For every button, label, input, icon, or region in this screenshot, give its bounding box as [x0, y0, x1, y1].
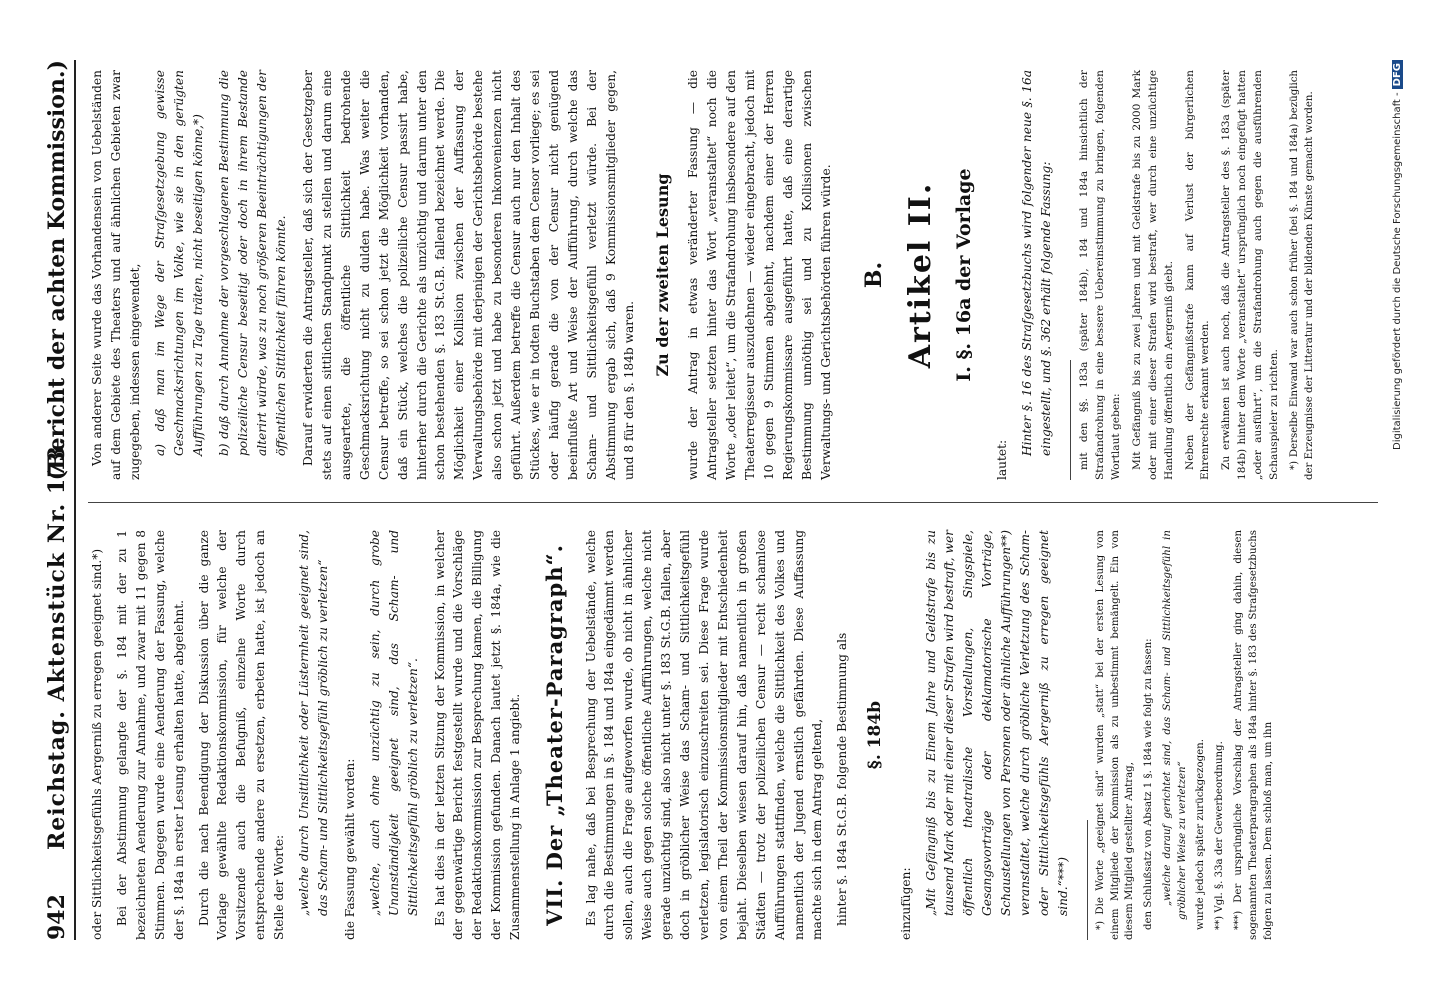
running-header — [40, 60, 76, 940]
footnote-continuation: Mit Gefängniß bis zu zwei Jahren und mit Geldstrafe bis zu 2000 Mark oder mit einer dieser Strafen wird bestraft, wer durch eine unzüchtige Handlung öffentlich ein Aergerniß giebt. — [1130, 70, 1175, 480]
paragraph: wurde der Antrag in etwas veränderter Fassung — die Antragsteller setzten hinter das Wort „veranstaltet“ noch die Worte „oder leitet“, um die Strafandrohung insbesondere auf den Theaterregisseur auszudehnen — wieder eingebracht, jedoch mit 10 gegen 9 Stimmen abgelehnt, nachdem einer der Herren Regierungskommissare ausgeführt hatte, daß eine derartige Bestimmung unnöthig sei und zu Kollisionen zwischen Verwaltungs- und Gerichtsbehörden führen würde. — [686, 70, 833, 480]
header-left-title: Reichstag. Aktenstück Nr. 173. — [44, 436, 70, 850]
article-heading: Artikel II. — [902, 181, 938, 369]
dfg-logo: DFG — [1392, 60, 1403, 89]
column-divider — [88, 502, 1378, 503]
footnote: ***) Der ursprüngliche Vorschlag der Antragsteller ging dahin, diesen sogenannten Theaterparagraphen als 184a hinter §. 183 des Strafgesetzbuchs folgen zu lassen. Dem schloß man, um ihn — [1233, 530, 1274, 940]
paragraph: Es hat dies in der letzten Sitzung der Kommission, in welcher der gegenwärtige Bericht festgestellt wurde und die Vorschläge der Redaktionskommission zur Besprechung kamen, die Billigung der Kommission gefunden. Danach lautet jetzt §. 184a, wie die Zusammenstellung in Anlage 1 angiebt. — [432, 530, 523, 940]
paragraph-heading: §. 184b — [865, 700, 886, 770]
footnote: *) Die Worte „geeignet sind“ wurden „statt“ bei der ersten Lesung von einem Mitgliede der Kommission als zu unbestimmt bemängelt. Ein von diesem Mitglied gestellter Antrag, — [1094, 530, 1136, 940]
list-item: b) daß durch Annahme der vorgeschlagenen Bestimmung die polizeiliche Censur beseitigt oder doch in ihrem Bestande alterirt würde, was zu noch größeren Beeinträchtigungen der öffentlichen Sittlichkeit führen könnte. — [217, 70, 289, 456]
list-item: a) daß man im Wege der Strafgesetzgebung gewisse Geschmacksrichtungen im Volke, wie sie in den gerügten Aufführungen zu Tage träten, nicht beseitigen könne,*) — [152, 70, 205, 456]
digitization-credit — [1392, 60, 1412, 940]
footnote-rule — [1070, 360, 1071, 480]
paragraph: hinter §. 184a St.G.B. folgende Bestimmung als — [835, 632, 850, 926]
footnote: *) Derselbe Einwand war auch schon früher (bei §. 184 und 184a) bezüglich der Erzeugnisse der Litteratur und der bildenden Künste gemacht worden. — [1288, 70, 1315, 480]
footnote: den Schlußsatz von Absatz 1 §. 184a wie folgt zu fassen: — [1143, 638, 1155, 930]
paragraph: Darauf erwiderten die Antragsteller, daß sich der Gesetzgeber stets auf einen sittlichen Standpunkt zu stellen und darum eine ausgeartete, die öffentliche Sittlichkeit bedrohende Geschmacksrichtung nicht zu dulden habe. Was weiter die Censur betreffe, so sei schon jetzt die Möglichkeit vorhanden, daß ein Stück, welches die polizeiliche Censur passirt habe, hinterher durch die Gerichte als unzüchtig und darum unter den schon bestehenden §. 183 St.G.B. fallend bezeichnet werde. Die Möglichkeit einer Kollision zwischen der Auffassung der Verwaltungsbehörde mit derjenigen der Gerichtsbehörde bestehe also schon jetzt und habe zu besonderen Inkonvenienzen nicht geführt. Außerdem betreffe die Censur auch nur den Inhalt des Stückes, wie er in todten Buchstaben dem Censor vorliege; es sei oder häufig gerade die von der Censur nicht genügend beeinflußte Art und Weise der Aufführung, durch welche das Scham- und Sittlichkeitsgefühl verletzt würde. Bei der Abstimmung ergab sich, daß 9 Kommissionsmitglieder gegen, und 8 für den §. 184b waren. — [301, 70, 637, 480]
quotation: „welche durch Unsittlichkeit oder Lüsternheit geeignet sind, das Scham- und Sittlichkeitsgefühl gröblich zu verletzen“ — [297, 530, 330, 916]
paragraph: Durch die nach Beendigung der Diskussion über die ganze Vorlage gewählte Redaktionskommission, für welche der Vorsitzende auch die Befugniß, einzelne Worte durch entsprechende andere zu ersetzen, erbeten hatte, ist jedoch an Stelle der Worte: — [196, 530, 287, 940]
paragraph: Es lag nahe, daß bei Besprechung der Uebelstände, welche durch die Bestimmungen in §. 184 und 184a eingedämmt werden sollen, auch die Frage aufgeworfen wurde, ob nicht in ähnlicher Weise auch gegen solche öffentliche Aufführungen, welche nicht gerade unzüchtig sind, also nicht unter §. 183 St.G.B. fallen, aber doch in gröblicher Weise das Scham- und Sittlichkeitsgefühl verletzen, legislatorisch einzuschreiten sei. Diese Frage wurde von einem Theil der Kommissionsmitglieder mit Entschiedenheit bejaht. Dieselben wiesen darauf hin, daß namentlich in großen Städten — trotz der polizeilichen Censur — recht schamlose Aufführungen stattfinden, welche die Sittlichkeit des Volkes und namentlich der Jugend ernstlich gefährden. Diese Auffassung machte sich in dem Antrag geltend, — [583, 530, 825, 940]
quotation: „welche, auch ohne unzüchtig zu sein, durch grobe Unanständigkeit geeignet sind, das Scham- und Sittlichkeitsgefühl gröblich zu verletzen“. — [367, 530, 420, 916]
paragraph: die Fassung gewählt worden: — [342, 758, 357, 940]
article-subheading: I. §. 16a der Vorlage — [953, 168, 976, 382]
paragraph: Von anderer Seite wurde das Vorhandensein von Uebelständen auf dem Gebiete des Theaters und auf ähnlichen Gebieten zwar zugegeben, indessen eingewendet, — [90, 70, 142, 480]
page-number: 942 — [44, 894, 70, 940]
footnote-rule — [1087, 820, 1088, 940]
right-column — [88, 70, 1321, 480]
part-heading: B. — [861, 261, 888, 289]
paragraph: Bei der Abstimmung gelangte der §. 184 mit der zu 1 bezeichneten Aenderung zur Annahme, und zwar mit 11 gegen 8 Stimmen. Dagegen wurde eine Aenderung der Fassung, welche der §. 184a in erster Lesung erhalten hatte, abgelehnt. — [114, 530, 186, 940]
footnote: **) Vgl. §. 33a der Gewerbeordnung. — [1214, 741, 1226, 930]
quotation: „Mit Gefängniß bis zu Einem Jahre und Geldstrafe bis zu tausend Mark oder mit einer dieser Strafen wird bestraft, wer öffentlich theatralische Vorstellungen, Singspiele, Gesangsvorträge oder deklamatorische Vorträge, Schaustellungen von Personen oder ähnliche Aufführungen**) veranstaltet, welche durch gröbliche Verletzung des Scham- oder Sittlichkeitsgefühls Aergerniß zu erregen geeignet sind.“***) — [923, 530, 1070, 916]
header-right-title: (Bericht der achten Kommission.) — [44, 60, 70, 481]
section-heading: VII. Der „Theater-Paragraph“. — [542, 544, 568, 926]
footnote-continuation: Neben der Gefängnißstrafe kann auf Verlust der bürgerlichen Ehrenrechte erkannt werden. — [1183, 70, 1212, 480]
left-column — [88, 530, 1280, 940]
paragraph: lautet: — [995, 439, 1010, 480]
subheading: Zu der zweiten Lesung — [653, 173, 673, 377]
paragraph: einzufügen: — [898, 867, 913, 940]
footnote-quotation: „welche darauf gerichtet sind, das Scham- und Sittlichkeitsgefühl in gröblicher Weise zu verletzen“ — [1161, 530, 1188, 920]
footnote: wurde jedoch später zurückgezogen. — [1195, 739, 1207, 930]
footnote-continuation: mit den §§. 183a (später 184b), 184 und 184a hinsichtlich der Strafandrohung in eine bessere Uebereinstimmung zu bringen, folgenden Wortlaut geben: — [1078, 70, 1122, 480]
footnote-continuation: Zu erwähnen ist auch noch, daß die Antragsteller des §. 183a (später 184b) hinter dem Worte „veranstaltet“ ursprünglich noch eingefügt hatten „oder ausführt“, um die Strafandrohung auch gegen die ausführenden Schauspieler zu richten. — [1220, 70, 1280, 480]
quotation: Hinter §. 16 des Strafgesetzbuchs wird folgender neue §. 16a eingestellt, und §. 362 erhält folgende Fassung: — [1020, 70, 1054, 456]
paragraph: oder Sittlichkeitsgefühls Aergerniß zu erregen geeignet sind.*) — [90, 548, 104, 940]
credit-text: Digitalisierung gefördert durch die Deutsche Forschungsgemeinschaft - — [1392, 92, 1403, 450]
